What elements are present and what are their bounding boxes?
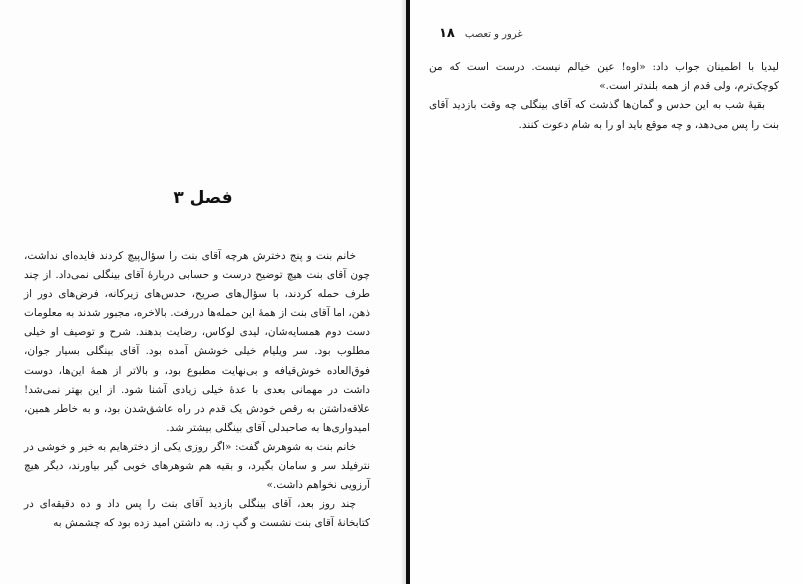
left-page-body bbox=[24, 247, 370, 533]
right-paragraph-1: لیدیا با اطمینان جواب داد: «اوه! عین خیالم نیست. درست است که من کوچک‌ترم، ولی قدم از همه بلندتر است.» bbox=[429, 61, 779, 93]
left-paragraph-2: خانم بنت به شوهرش گفت: «اگر روزی یکی از دخترهایم به خیر و خوشی در نترفیلد سر و سامان بگیرد، و بقیه هم شوهرهای خوبی گیر بیاورند، دیگر هیچ آرزویی نخواهم داشت.» bbox=[24, 440, 370, 492]
page-number: ۱۸ bbox=[439, 26, 455, 41]
right-page bbox=[410, 0, 803, 584]
running-header bbox=[439, 26, 779, 42]
left-paragraph-1: خانم بنت و پنج دخترش هرچه آقای بنت را سؤال‌پیچ کردند فایده‌ای نداشت، چون آقای بنت هیچ توضیح درست و حسابی دربارهٔ آقای بینگلی نمی‌داد. از چند طرف حمله کردند، با سؤال‌های صریح، حدس‌های زیرکانه، فرض‌های دور از ذهن، اما آقای بنت از همهٔ این حمله‌ها دررفت. بالاخره، مجبور شدند به معلومات دست دوم همسایه‌شان، لیدی لوکاس، رضایت بدهند. شرح و توصیف او خیلی مطلوب بود. سر ویلیام خیلی خوشش آمده بود. آقای بینگلی بسیار جوان، فوق‌العاده خوش‌قیافه و بی‌نهایت مطبوع بود، و بالاتر از همهٔ این‌ها، دوست داشت در مهمانی بعدی با عدهٔ خیلی زیادی آشنا شود. از این بهتر نمی‌شد! علاقه‌داشتن به رقص خودش یک قدم در راه عاشق‌شدن بود، و به خاطر همین، امیدواری‌ها به صاحبدلی آقای بینگلی بیشتر شد. bbox=[24, 250, 370, 434]
left-paragraph-3: چند روز بعد، آقای بینگلی بازدید آقای بنت را پس داد و ده دقیقه‌ای در کتابخانهٔ آقای بنت نشست و گپ زد. به داشتن امید زده بود که چشمش به bbox=[24, 498, 370, 530]
right-paragraph-2: بقیهٔ شب به این حدس و گمان‌ها گذشت که آقای بینگلی چه وقت بازدید آقای بنت را پس می‌دهد، و چه موقع باید او را به شام دعوت کنند. bbox=[429, 99, 779, 131]
chapter-title: فصل ۳ bbox=[173, 188, 233, 208]
running-title: غرور و تعصب bbox=[464, 29, 523, 40]
right-page-body bbox=[429, 58, 779, 135]
